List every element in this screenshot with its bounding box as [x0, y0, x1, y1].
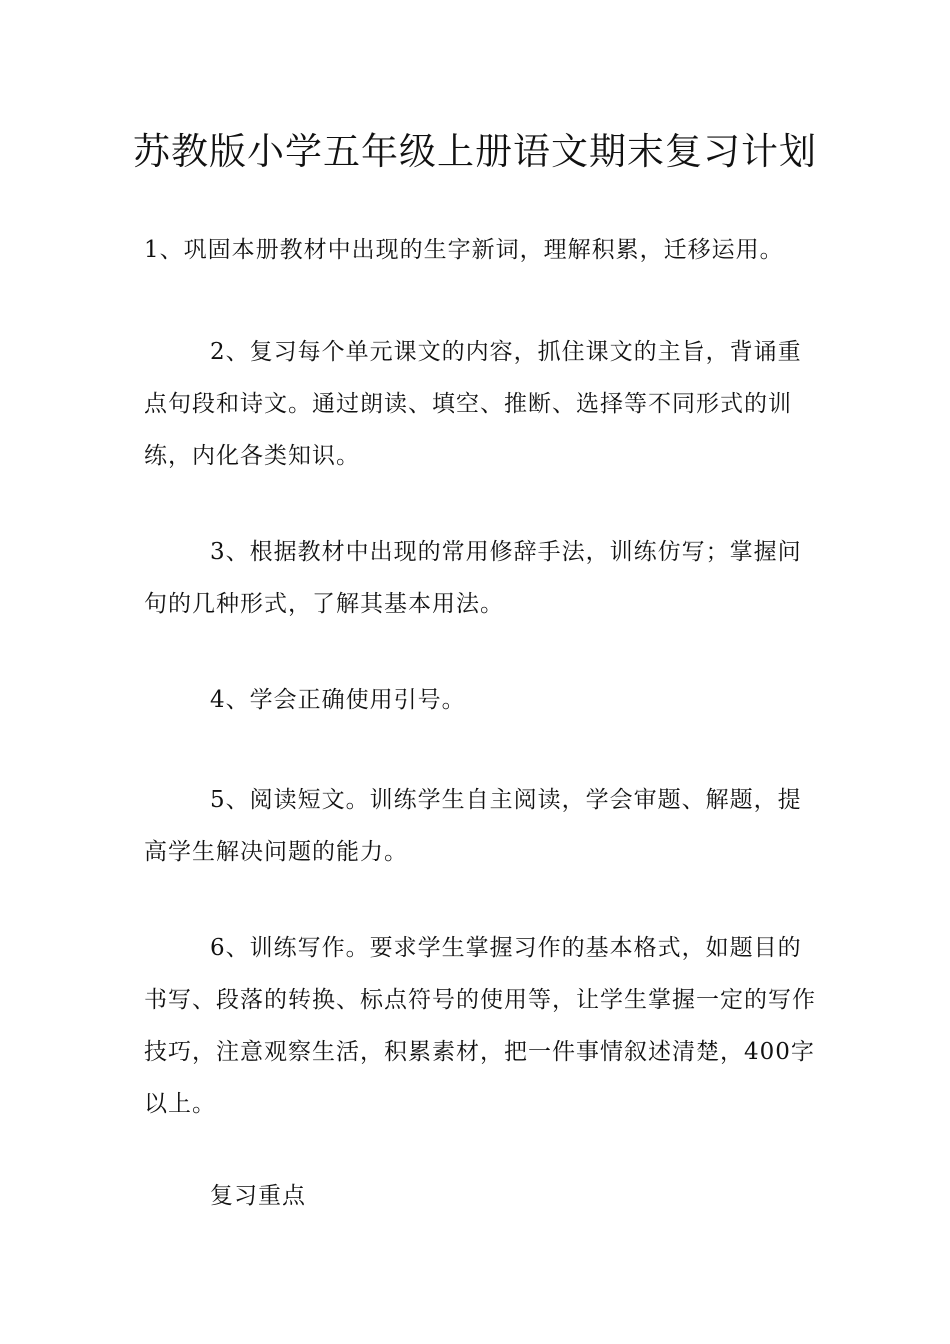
paragraph-5: 5、阅读短文。训练学生自主阅读，学会审题、解题，提高学生解决问题的能力。: [144, 787, 802, 865]
paragraph-2: 2、复习每个单元课文的内容，抓住课文的主旨，背诵重点句段和诗文。通过朗读、填空、推断、选择等不同形式的训练，内化各类知识。: [144, 339, 802, 469]
document-title: 苏教版小学五年级上册语文期末复习计划: [133, 130, 817, 173]
paragraph-1: 1、巩固本册教材中出现的生字新词，理解积累，迁移运用。: [144, 237, 784, 263]
paragraph-6: 6、训练写作。要求学生掌握习作的基本格式，如题目的书写、段落的转换、标点符号的使用等，让学生掌握一定的写作技巧，注意观察生活，积累素材，把一件事情叙述清楚，400字以上。: [144, 935, 816, 1117]
paragraph-3: 3、根据教材中出现的常用修辞手法，训练仿写；掌握问句的几种形式，了解其基本用法。: [144, 539, 802, 617]
section-heading-review-focus: 复习重点: [210, 1183, 306, 1209]
paragraph-4: 4、学会正确使用引号。: [210, 687, 466, 713]
